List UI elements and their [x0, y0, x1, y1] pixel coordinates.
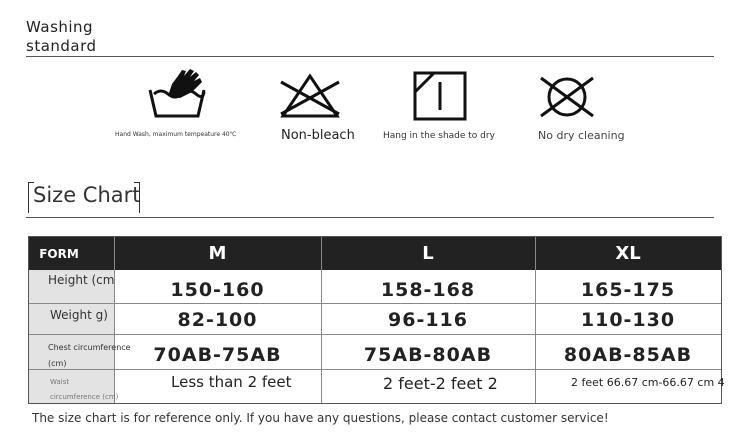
- hang-dry-label: Hang in the shade to dry: [383, 131, 495, 141]
- row-label-waist: [50, 375, 118, 405]
- cell-waist-m: Less than 2 feet: [171, 373, 292, 391]
- header-size-m: M: [208, 243, 227, 264]
- no-dry-clean-icon: [537, 72, 597, 122]
- hand-wash-label: Hand Wash, maximum tempeature 40℃: [115, 131, 237, 138]
- chest-label-line2: (cm): [48, 359, 67, 368]
- waist-label-line2: circumference (cm): [50, 393, 119, 401]
- divider: [26, 56, 714, 57]
- header-size-l: L: [422, 243, 434, 264]
- washing-title-line1: Washing: [26, 18, 94, 36]
- cell-chest-l: 75AB-80AB: [363, 344, 493, 366]
- no-dry-clean-label: No dry cleaning: [538, 129, 625, 142]
- row-label-weight: Weight g): [50, 308, 108, 322]
- cell-waist-xl: 2 feet 66.67 cm-66.67 cm 4: [571, 376, 725, 389]
- cell-waist-l: 2 feet-2 feet 2: [383, 374, 498, 393]
- chest-label-line1: Chest circumference: [48, 343, 131, 352]
- hang-dry-shade-icon: [412, 70, 468, 122]
- row-divider: [29, 303, 721, 304]
- cell-height-xl: 165-175: [580, 279, 676, 301]
- washing-title-line2: standard: [26, 37, 97, 55]
- cell-weight-m: 82-100: [177, 309, 258, 331]
- row-divider: [29, 334, 721, 335]
- header-form: FORM: [39, 246, 79, 261]
- size-chart-note: The size chart is for reference only. If you have any questions, please contact customer service!: [32, 411, 609, 425]
- header-size-xl: XL: [615, 243, 641, 264]
- cell-weight-xl: 110-130: [580, 309, 676, 331]
- row-label-height: Height (cm: [48, 273, 115, 287]
- cell-weight-l: 96-116: [388, 309, 468, 331]
- no-bleach-icon: [277, 72, 343, 120]
- waist-label-line1: Waist: [50, 378, 70, 386]
- size-table: [28, 236, 725, 404]
- cell-chest-m: 70AB-75AB: [153, 344, 282, 366]
- non-bleach-label: Non-bleach: [281, 128, 355, 143]
- divider: [26, 217, 714, 218]
- cell-height-l: 158-168: [380, 279, 476, 301]
- cell-height-m: 150-160: [170, 279, 265, 301]
- washing-standard-title: [26, 18, 97, 56]
- row-divider: [29, 369, 721, 370]
- size-chart-title: Size Chart: [33, 183, 141, 207]
- hand-wash-icon: [146, 66, 208, 120]
- cell-chest-xl: 80AB-85AB: [563, 344, 693, 366]
